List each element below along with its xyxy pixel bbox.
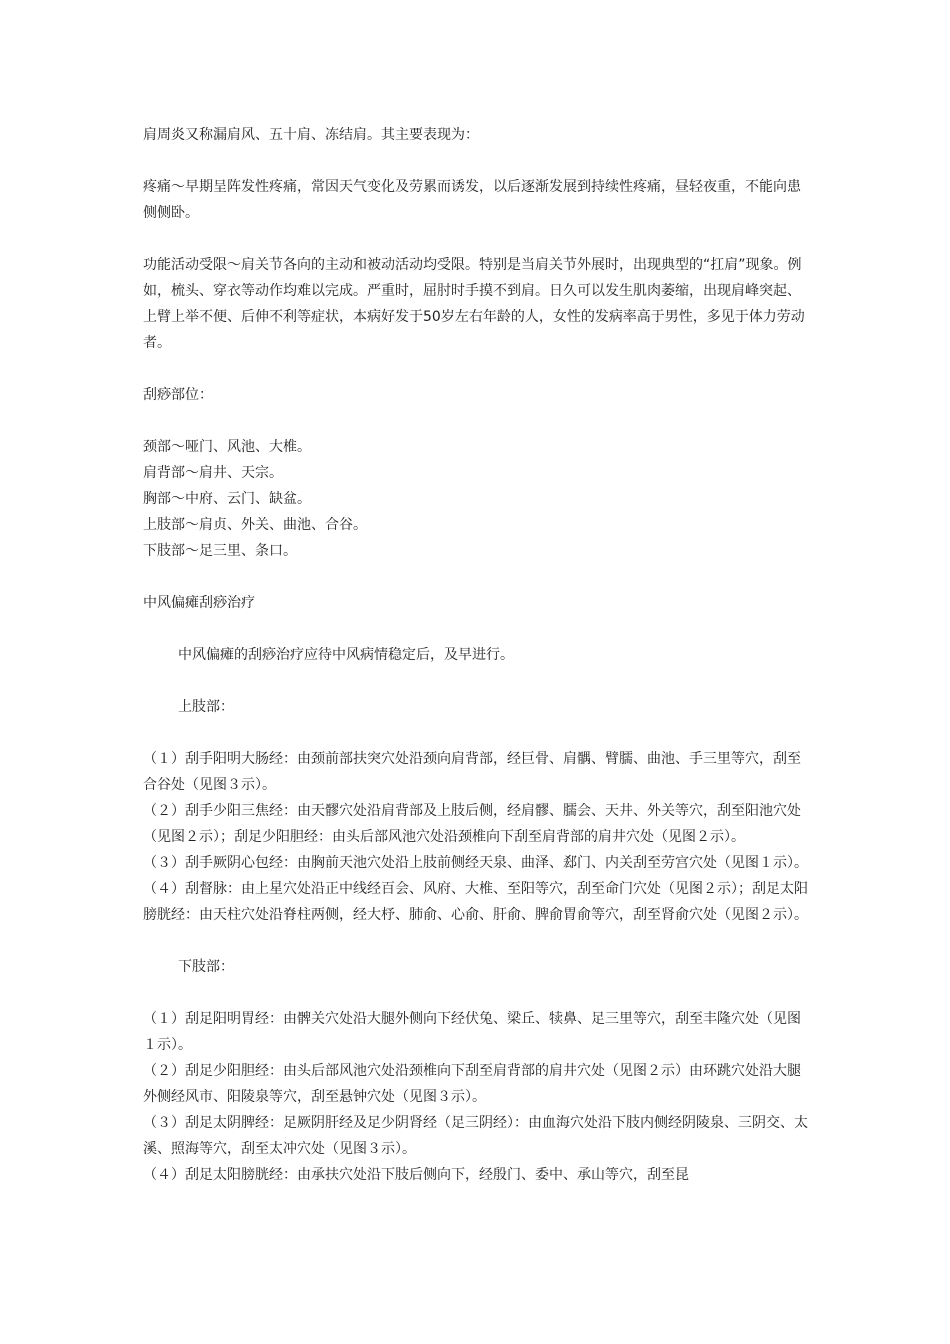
lower-limb-item: （２）刮足少阳胆经：由头后部风池穴处沿颈椎向下刮至肩背部的肩井穴处（见图２示）由环跳穴处沿大腿外侧经风市、阳陵泉等穴，刮至悬钟穴处（见图３示）。 xyxy=(143,1063,801,1105)
site-item: 上肢部～肩贞、外关、曲池、合谷。 xyxy=(143,517,367,533)
lower-limb-heading: 下肢部： xyxy=(178,959,234,975)
section-title: 中风偏瘫刮痧治疗 xyxy=(143,595,255,611)
sites-heading: 刮痧部位： xyxy=(143,387,213,403)
document-page xyxy=(143,122,811,1188)
upper-limb-item: （１）刮手阳明大肠经：由颈前部扶突穴处沿颈向肩背部，经巨骨、肩髃、臂臑、曲池、手三里等穴，刮至合谷处（见图３示）。 xyxy=(143,751,801,793)
lower-limb-item: （４）刮足太阳膀胱经：由承扶穴处沿下肢后侧向下，经殷门、委中、承山等穴，刮至昆 xyxy=(143,1167,689,1183)
upper-limb-item: （３）刮手厥阴心包经：由胸前天池穴处沿上肢前侧经天泉、曲泽、郄门、内关刮至劳宫穴处（见图１示）。 xyxy=(143,855,808,871)
site-item: 颈部～哑门、风池、大椎。 xyxy=(143,439,311,455)
lower-limb-item: （３）刮足太阴脾经：足厥阴肝经及足少阴肾经（足三阴经）：由血海穴处沿下肢内侧经阴陵泉、三阴交、太溪、照海等穴，刮至太冲穴处（见图３示）。 xyxy=(143,1115,808,1157)
site-item: 肩背部～肩井、天宗。 xyxy=(143,465,283,481)
function-paragraph: 功能活动受限～肩关节各向的主动和被动活动均受限。特别是当肩关节外展时，出现典型的“扛肩”现象。例如，梳头、穿衣等动作均难以完成。严重时，屈肘时手摸不到肩。日久可以发生肌肉萎缩，出现肩峰突起、上臂上举不便、后伸不利等症状，本病好发于50岁左右年龄的人，女性的发病率高于男性，多见于体力劳动者。 xyxy=(143,257,805,351)
pain-paragraph: 疼痛～早期呈阵发性疼痛，常因天气变化及劳累而诱发，以后逐渐发展到持续性疼痛，昼轻夜重，不能向患侧侧卧。 xyxy=(143,179,801,221)
site-item: 胸部～中府、云门、缺盆。 xyxy=(143,491,311,507)
stroke-intro-paragraph: 中风偏瘫的刮痧治疗应待中风病情稳定后，及早进行。 xyxy=(178,647,514,663)
lower-limb-item: （１）刮足阳明胃经：由髀关穴处沿大腿外侧向下经伏兔、梁丘、犊鼻、足三里等穴，刮至丰隆穴处（见图１示）。 xyxy=(143,1011,801,1053)
upper-limb-item: （２）刮手少阳三焦经：由天髎穴处沿肩背部及上肢后侧，经肩髎、臑会、天井、外关等穴，刮至阳池穴处（见图２示）；刮足少阳胆经：由头后部风池穴处沿颈椎向下刮至肩背部的肩井穴处（见图２示）。 xyxy=(143,803,801,845)
site-item: 下肢部～足三里、条口。 xyxy=(143,543,297,559)
intro-paragraph: 肩周炎又称漏肩风、五十肩、冻结肩。其主要表现为： xyxy=(143,127,479,143)
upper-limb-heading: 上肢部： xyxy=(178,699,234,715)
upper-limb-item: （４）刮督脉：由上星穴处沿正中线经百会、风府、大椎、至阳等穴，刮至命门穴处（见图２示）；刮足太阳膀胱经：由天柱穴处沿脊柱两侧，经大杼、肺俞、心俞、肝俞、脾俞胃俞等穴，刮至肾俞穴处（见图２示）。 xyxy=(143,881,808,923)
